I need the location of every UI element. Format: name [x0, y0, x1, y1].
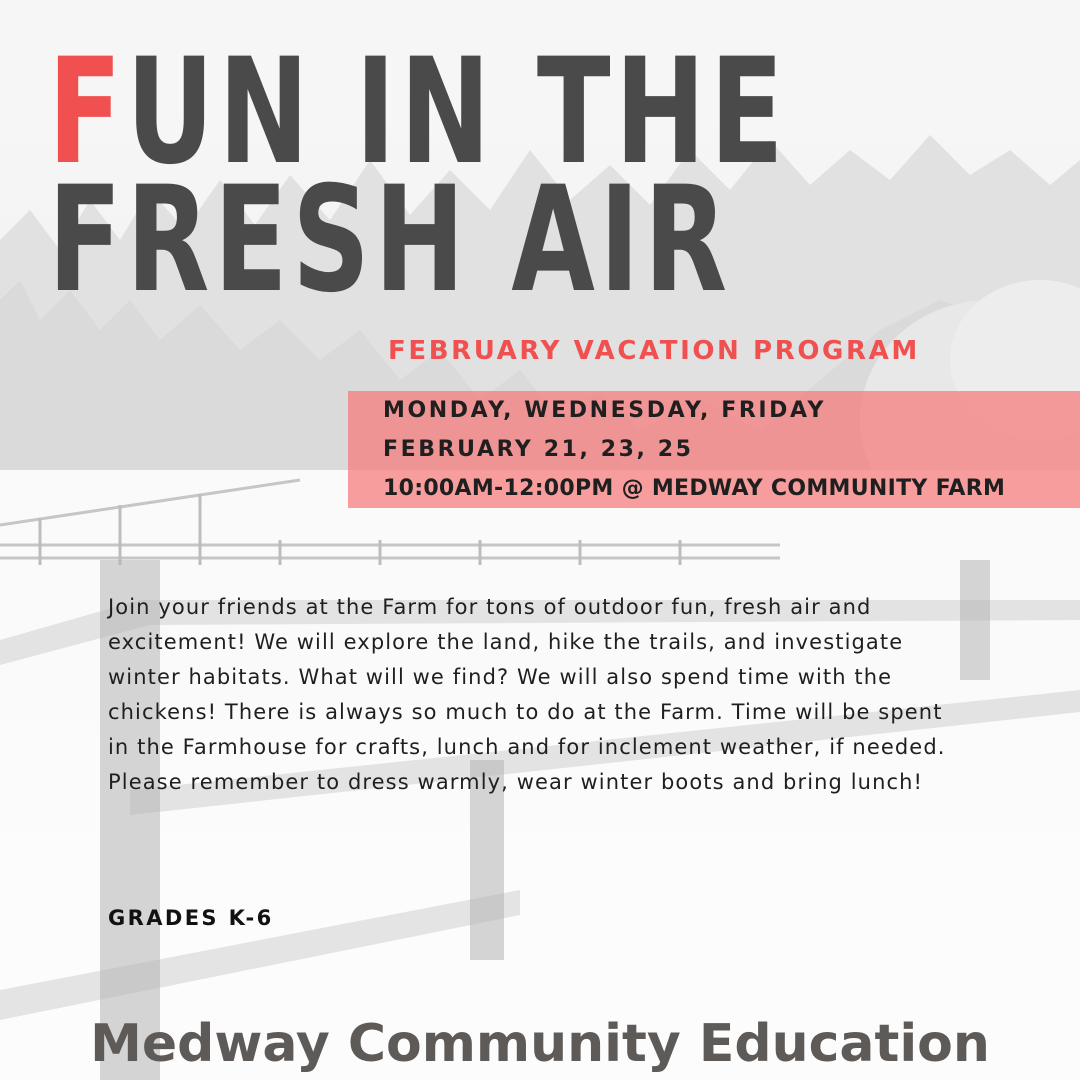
program-description: Join your friends at the Farm for tons of outdoor fun, fresh air and excitement! We will explore the land, hike the trails, and investigate winter habitats. What will we find? We will also spend time with the chickens! There is always so much to do at the Farm. Time will be spent in the Farmhouse for crafts, lunch and for inclement weather, if needed. Please remember to dress warmly, wear winter boots and bring lunch!	[108, 595, 946, 794]
program-days: MONDAY, WEDNESDAY, FRIDAY	[383, 398, 827, 423]
headline-line1: UN IN THE	[126, 27, 789, 197]
program-dates: FEBRUARY 21, 23, 25	[383, 437, 694, 462]
organization-name: Medway Community Education	[90, 1014, 990, 1074]
headline-accent-letter: F	[48, 27, 127, 197]
grades-label: GRADES K-6	[108, 906, 274, 930]
program-subtitle: FEBRUARY VACATION PROGRAM	[388, 336, 920, 366]
headline-line2: FRESH AIR	[48, 155, 732, 325]
headline	[48, 27, 789, 325]
program-time-location: 10:00AM-12:00PM @ MEDWAY COMMUNITY FARM	[383, 476, 1006, 501]
